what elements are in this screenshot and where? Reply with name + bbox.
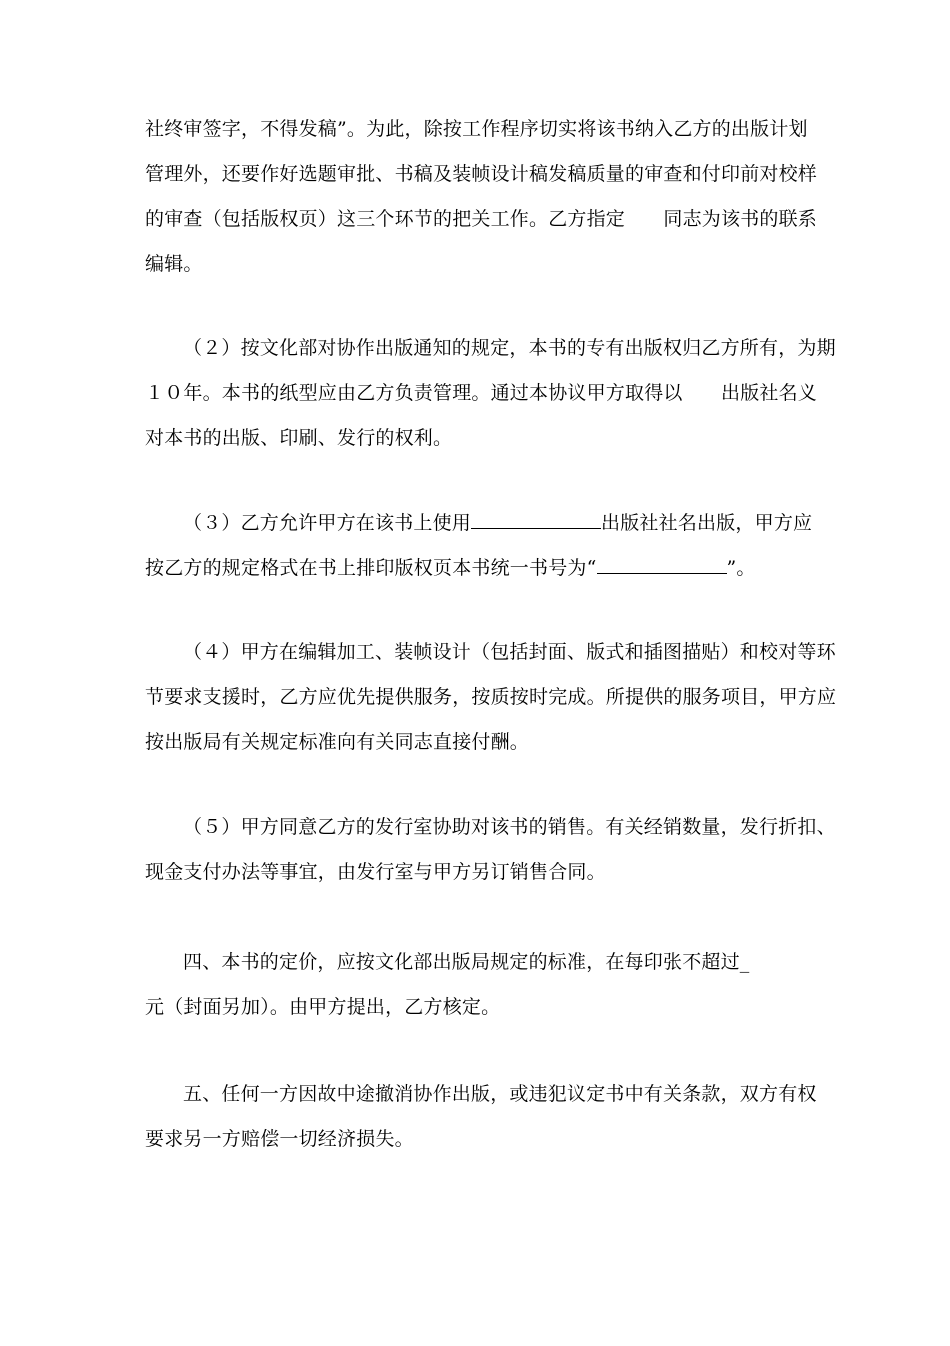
paragraph-3-line-1 xyxy=(183,510,812,535)
book-number-blank xyxy=(597,555,727,574)
paragraph-2-line-1: （２）按文化部对协作出版通知的规定，本书的专有出版权归乙方所有，为期 xyxy=(183,337,836,359)
section-4-line-2: 元（封面另加）。由甲方提出，乙方核定。 xyxy=(145,996,501,1018)
paragraph-1-line-4: 编辑。 xyxy=(145,253,203,275)
paragraph-5-line-1: （５）甲方同意乙方的发行室协助对该书的销售。有关经销数量，发行折扣、 xyxy=(183,816,836,838)
paragraph-3-line-1-text-a: （３）乙方允许甲方在该书上使用 xyxy=(183,512,472,534)
paragraph-4-line-2: 节要求支援时，乙方应优先提供服务，按质按时完成。所提供的服务项目，甲方应 xyxy=(145,686,837,708)
paragraph-1-line-1: 社终审签字，不得发稿”。为此，除按工作程序切实将该书纳入乙方的出版计划 xyxy=(145,118,808,140)
paragraph-5-line-2: 现金支付办法等事宜，由发行室与甲方另订销售合同。 xyxy=(145,861,606,883)
paragraph-3-line-2-text-a: 按乙方的规定格式在书上排印版权页本书统一书号为“ xyxy=(145,557,597,579)
paragraph-1-line-3: 的审查（包括版权页）这三个环节的把关工作。乙方指定 同志为该书的联系 xyxy=(145,208,818,230)
paragraph-3-line-1-text-b: 出版社社名出版，甲方应 xyxy=(601,512,813,534)
section-4-line-1: 四、本书的定价，应按文化部出版局规定的标准，在每印张不超过_ xyxy=(183,951,750,973)
paragraph-3-line-2-text-b: ”。 xyxy=(726,557,756,579)
paragraph-4-line-1: （４）甲方在编辑加工、装帧设计（包括封面、版式和插图描贴）和校对等环 xyxy=(183,641,836,663)
publisher-name-blank xyxy=(471,510,601,529)
section-5-line-1: 五、任何一方因故中途撤消协作出版，或违犯议定书中有关条款，双方有权 xyxy=(183,1083,817,1105)
paragraph-4-line-3: 按出版局有关规定标准向有关同志直接付酬。 xyxy=(145,731,530,753)
paragraph-2-line-3: 对本书的出版、印刷、发行的权利。 xyxy=(145,427,453,449)
paragraph-1-line-2: 管理外，还要作好选题审批、书稿及装帧设计稿发稿质量的审查和付印前对校样 xyxy=(145,163,818,185)
paragraph-3-line-2 xyxy=(145,555,756,580)
paragraph-2-line-2: １０年。本书的纸型应由乙方负责管理。通过本协议甲方取得以 出版社名义 xyxy=(145,382,818,404)
section-5-line-2: 要求另一方赔偿一切经济损失。 xyxy=(145,1128,414,1150)
